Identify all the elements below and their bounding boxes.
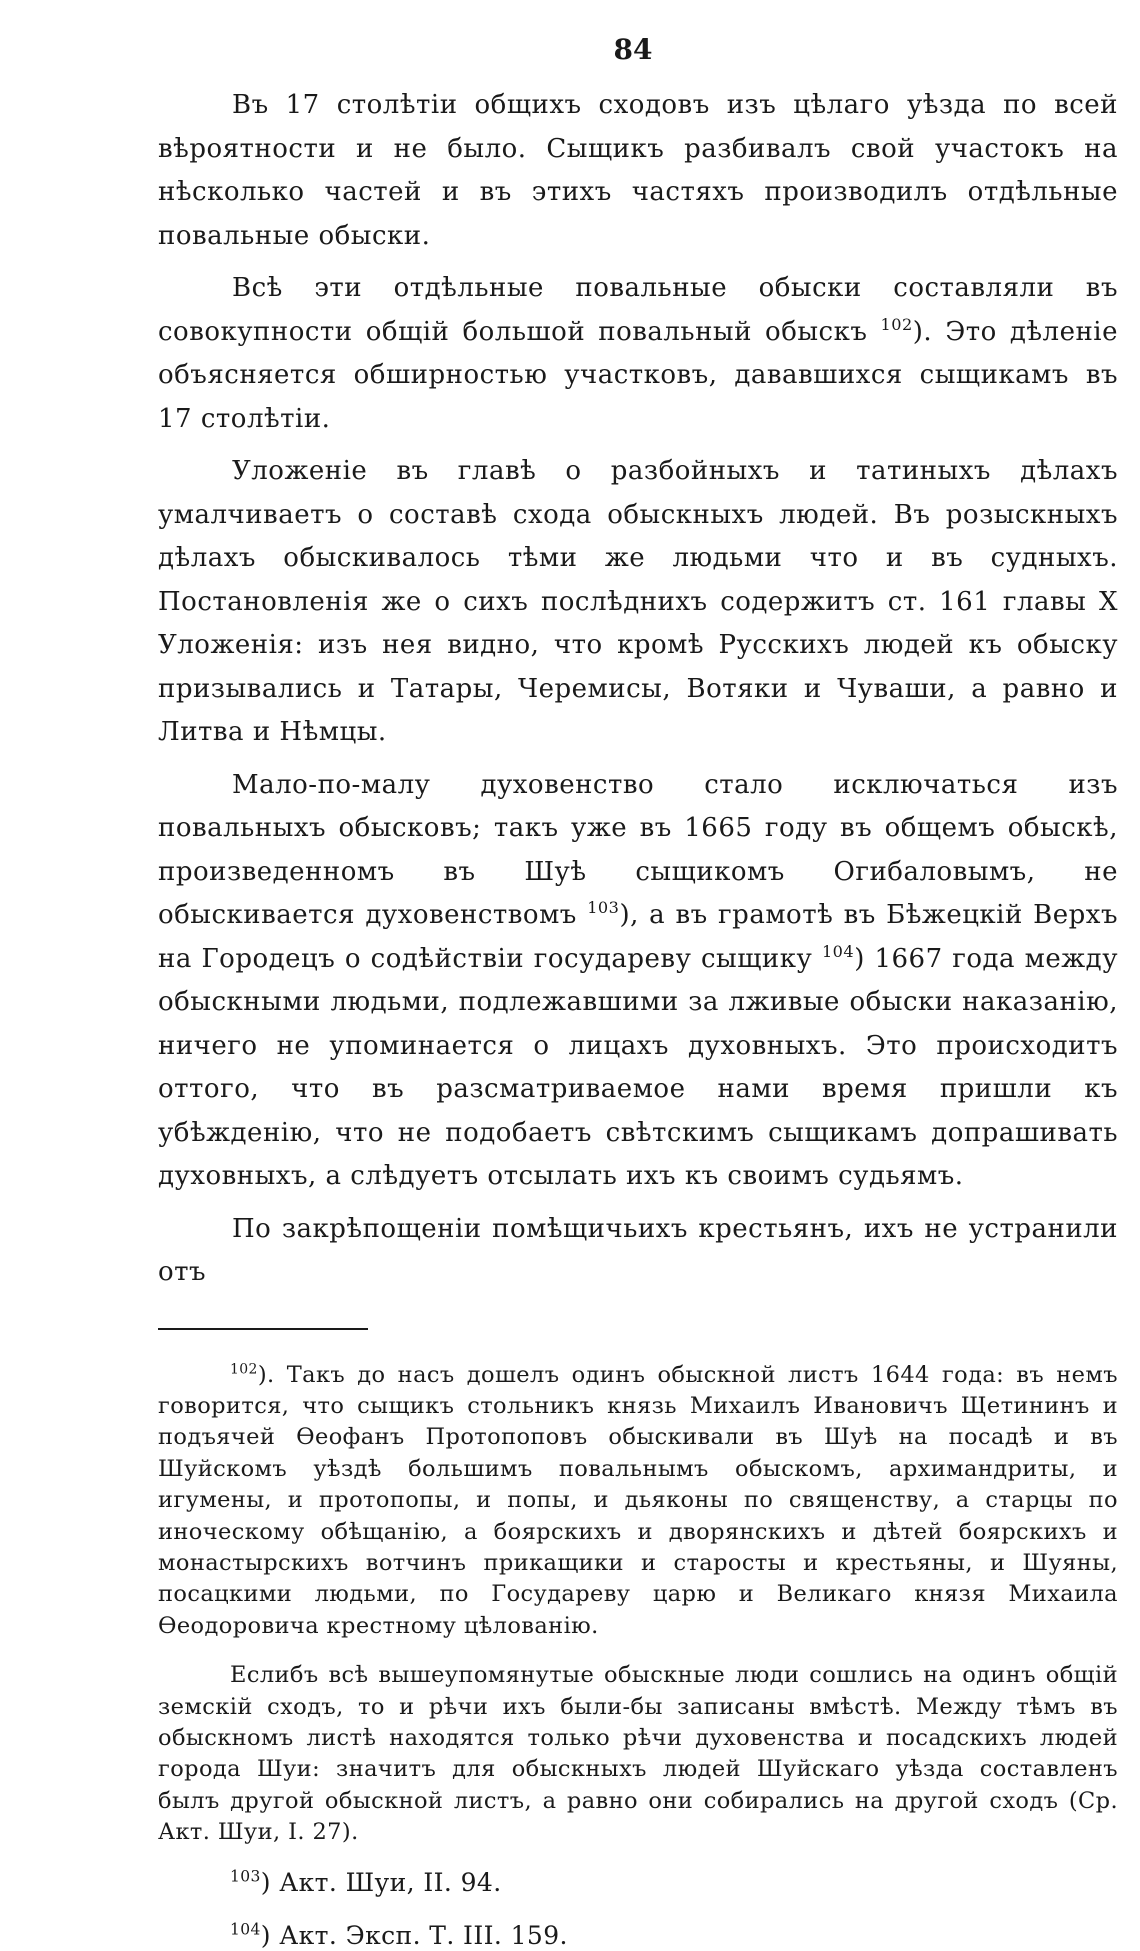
paragraph-4-text-b: ), а въ грамотѣ въ Бѣжецкій Верхъ на Городецъ о содѣйствіи государеву сыщику [158, 900, 1118, 974]
footnote-ref-103: 103 [587, 898, 619, 917]
page-number: 84 [148, 30, 1118, 76]
footnote-number-102: 102 [230, 1361, 258, 1377]
paragraph-4-text-c: ) 1667 года между обыскными людьми, подлежавшими за лживые обыски наказанію, ничего не упоминается о лицахъ духовныхъ. Это происходитъ оттого, что въ разсматриваемое нами время пришли къ убѣжденію, что не подобаетъ свѣтскимъ сыщикамъ допрашивать духовныхъ, а слѣдуетъ отсылать ихъ къ своимъ судьямъ. [158, 944, 1118, 1192]
main-text [158, 84, 1118, 1295]
book-page [158, 30, 1118, 1860]
footnote-102-text: ). Такъ до насъ дошелъ одинъ обыскной листъ 1644 года: въ немъ говорится, что сыщикъ стольникъ князь Михаилъ Ивановичъ Щетининъ и подъячей Ѳеофанъ Протопоповъ обыскивали въ Шуѣ на посадѣ и въ Шуйскомъ уѣздѣ большимъ повальнымъ обыскомъ, архимандриты, и игумены, и протопопы, и попы, и дьяконы по священству, а старцы по иноческому обѣщанію, а боярскихъ и дворянскихъ и дѣтей боярскихъ и монастырскихъ вотчинъ прикащики и старосты и крестьяны, и Шуяны, посацкими людьми, по Государеву царю и Великаго князя Михаила Ѳеодоровича крестному цѣлованію. [158, 1362, 1118, 1639]
footnote-102-continuation: Еслибъ всѣ вышеупомянутые обыскные люди сошлись на одинъ общій земскій сходъ, то и рѣчи ихъ были-бы записаны вмѣстѣ. Между тѣмъ въ обыскномъ листѣ находятся только рѣчи духовенства и посадскихъ людей города Шуи: значитъ для обыскныхъ людей Шуйскаго уѣзда составленъ былъ другой обыскной листъ, а равно они собирались на другой сходъ (Ср. Акт. Шуи, I. 27). [158, 1660, 1118, 1848]
footnote-102 [158, 1360, 1118, 1643]
footnote-104 [158, 1920, 1118, 1951]
footnote-103-text: ) Акт. Шуи, II. 94. [261, 1868, 502, 1897]
footnote-104-text: ) Акт. Эксп. Т. III. 159. [261, 1921, 568, 1950]
footnote-103 [158, 1867, 1118, 1898]
paragraph-4 [158, 764, 1118, 1199]
paragraph-2-text-b: ). Это дѣленіе объясняется обширностью участковъ, дававшихся сыщикамъ въ 17 столѣтіи. [158, 317, 1118, 434]
paragraph-2 [158, 267, 1118, 441]
paragraph-4-text-a: Мало-по-малу духовенство стало исключаться изъ повальныхъ обысковъ; такъ уже въ 1665 году въ общемъ обыскѣ, произведенномъ въ Шуѣ сыщикомъ Огибаловымъ, не обыскивается духовенствомъ [158, 770, 1118, 931]
paragraph-1: Въ 17 столѣтіи общихъ сходовъ изъ цѣлаго уѣзда по всей вѣроятности и не было. Сыщикъ разбивалъ свой участокъ на нѣсколько частей и въ этихъ частяхъ производилъ отдѣльные повальные обыски. [158, 84, 1118, 258]
paragraph-5: По закрѣпощеніи помѣщичьихъ крестьянъ, ихъ не устранили отъ [158, 1208, 1118, 1295]
footnote-divider [158, 1328, 368, 1330]
footnote-number-104: 104 [230, 1920, 261, 1938]
paragraph-2-text-a: Всѣ эти отдѣльные повальные обыски составляли въ совокупности общій большой повальный обыскъ [158, 273, 1118, 347]
footnotes [158, 1360, 1118, 1951]
footnote-ref-102: 102 [881, 315, 913, 334]
paragraph-3: Уложеніе въ главѣ о разбойныхъ и татиныхъ дѣлахъ умалчиваетъ о составѣ схода обыскныхъ людей. Въ розыскныхъ дѣлахъ обыскивалось тѣми же людьми что и въ судныхъ. Постановленія же о сихъ послѣднихъ содержитъ ст. 161 главы X Уложенія: изъ нея видно, что кромѣ Русскихъ людей къ обыску призывались и Татары, Черемисы, Вотяки и Чуваши, а равно и Литва и Нѣмцы. [158, 450, 1118, 755]
footnote-number-103: 103 [230, 1867, 261, 1885]
footnote-ref-104: 104 [822, 942, 854, 961]
